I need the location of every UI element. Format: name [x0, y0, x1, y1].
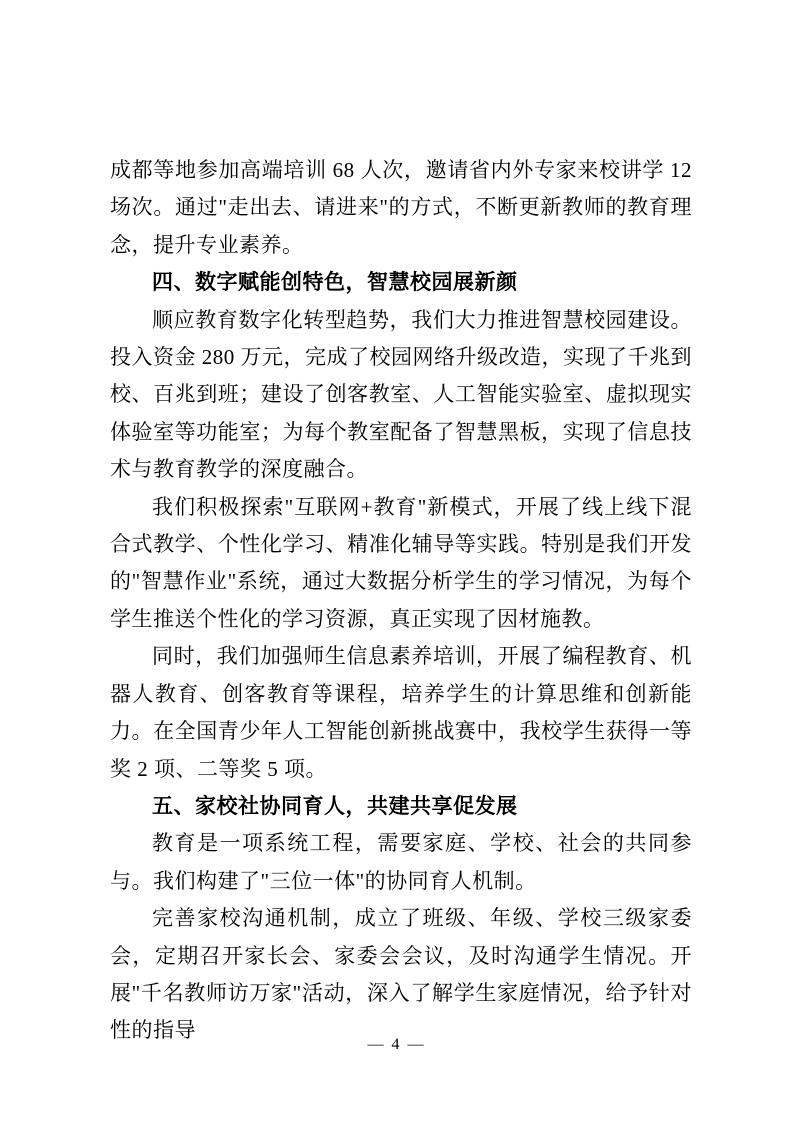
body-paragraph: 完善家校沟通机制，成立了班级、年级、学校三级家委会，定期召开家长会、家委会会议，及时沟通学生情况。开展"千名教师访万家"活动，深入了解学生家庭情况，给予针对性的指导: [110, 906, 692, 1043]
document-body: [110, 152, 692, 1050]
body-paragraph: 同时，我们加强师生信息素养培训，开展了编程教育、机器人教育、创客教育等课程，培养学生的计算思维和创新能力。在全国青少年人工智能创新挑战赛中，我校学生获得一等奖 2 项、二等奖 5 项。: [110, 644, 692, 781]
section-heading-five: 五、家校社协同育人，共建共享促发展: [152, 794, 518, 818]
body-paragraph: 顺应教育数字化转型趋势，我们大力推进智慧校园建设。投入资金 280 万元，完成了校园网络升级改造，实现了千兆到校、百兆到班；建设了创客教室、人工智能实验室、虚拟现实体验室等功能室；为每个教室配备了智慧黑板，实现了信息技术与教育教学的深度融合。: [110, 307, 692, 482]
body-paragraph-continuation: 成都等地参加高端培训 68 人次，邀请省内外专家来校讲学 12 场次。通过"走出去、请进来"的方式，不断更新教师的教育理念，提升专业素养。: [110, 158, 692, 257]
section-heading-four: 四、数字赋能创特色，智慧校园展新颜: [152, 271, 518, 295]
body-paragraph: 教育是一项系统工程，需要家庭、学校、社会的共同参与。我们构建了"三位一体"的协同育人机制。: [110, 831, 692, 893]
body-paragraph: 我们积极探索"互联网+教育"新模式，开展了线上线下混合式教学、个性化学习、精准化辅导等实践。特别是我们开发的"智慧作业"系统，通过大数据分析学生的学习情况，为每个学生推送个性化的学习资源，真正实现了因材施教。: [110, 494, 692, 631]
page-number-label: — 4 —: [367, 1036, 426, 1053]
page-number: [0, 1036, 793, 1054]
